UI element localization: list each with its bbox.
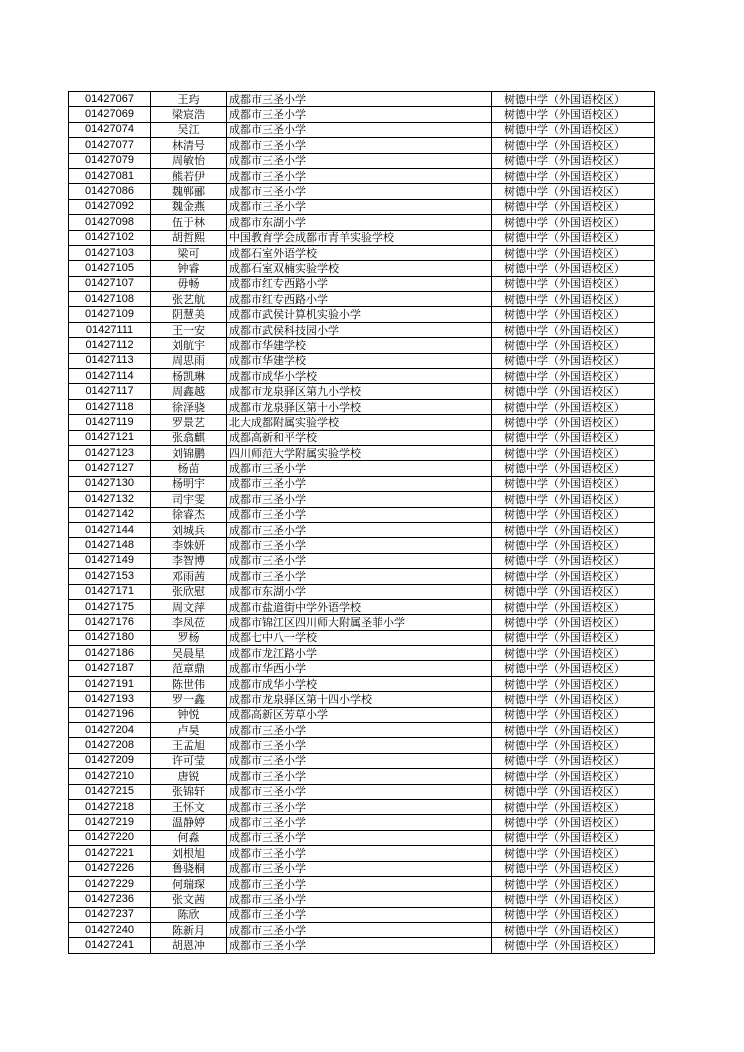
primary-school-cell: 成都市武侯计算机实验小学 xyxy=(227,307,492,322)
primary-school-cell: 成都市红专西路小学 xyxy=(227,292,492,307)
student-name-cell: 徐睿杰 xyxy=(151,507,227,522)
table-row xyxy=(69,599,655,614)
admitted-school-cell: 树德中学（外国语校区） xyxy=(492,799,655,814)
student-name-cell: 吴晨星 xyxy=(151,646,227,661)
student-id-cell: 01427067 xyxy=(69,92,151,107)
student-name-cell: 杨明宇 xyxy=(151,476,227,491)
student-name-cell: 陈世伟 xyxy=(151,676,227,691)
table-row xyxy=(69,230,655,245)
student-name-cell: 胡恩冲 xyxy=(151,938,227,953)
student-name-cell: 司宇雯 xyxy=(151,492,227,507)
student-name-cell: 李凤莅 xyxy=(151,615,227,630)
student-id-cell: 01427130 xyxy=(69,476,151,491)
primary-school-cell: 成都市三圣小学 xyxy=(227,569,492,584)
table-row xyxy=(69,107,655,122)
table-row xyxy=(69,753,655,768)
table-row xyxy=(69,938,655,953)
primary-school-cell: 成都市三圣小学 xyxy=(227,122,492,137)
admitted-school-cell: 树德中学（外国语校区） xyxy=(492,122,655,137)
student-id-cell: 01427241 xyxy=(69,938,151,953)
student-name-cell: 鲁骁桐 xyxy=(151,861,227,876)
student-id-cell: 01427119 xyxy=(69,415,151,430)
table-row xyxy=(69,399,655,414)
student-name-cell: 罗一鑫 xyxy=(151,692,227,707)
student-name-cell: 张翕麒 xyxy=(151,430,227,445)
table-row xyxy=(69,584,655,599)
student-id-cell: 01427171 xyxy=(69,584,151,599)
primary-school-cell: 成都市三圣小学 xyxy=(227,876,492,891)
admitted-school-cell: 树德中学（外国语校区） xyxy=(492,153,655,168)
primary-school-cell: 北大成都附属实验学校 xyxy=(227,415,492,430)
student-name-cell: 王一安 xyxy=(151,322,227,337)
student-name-cell: 许可莹 xyxy=(151,753,227,768)
student-id-cell: 01427111 xyxy=(69,322,151,337)
student-name-cell: 熊若伊 xyxy=(151,168,227,183)
admitted-school-cell: 树德中学（外国语校区） xyxy=(492,769,655,784)
table-row xyxy=(69,615,655,630)
admitted-school-cell: 树德中学（外国语校区） xyxy=(492,384,655,399)
primary-school-cell: 成都市三圣小学 xyxy=(227,184,492,199)
table-row xyxy=(69,122,655,137)
student-name-cell: 周敏怡 xyxy=(151,153,227,168)
table-row xyxy=(69,876,655,891)
student-id-cell: 01427121 xyxy=(69,430,151,445)
table-row xyxy=(69,430,655,445)
student-name-cell: 徐泽骁 xyxy=(151,399,227,414)
admitted-school-cell: 树德中学（外国语校区） xyxy=(492,707,655,722)
student-name-cell: 杨凯琳 xyxy=(151,369,227,384)
student-id-cell: 01427153 xyxy=(69,569,151,584)
student-id-cell: 01427112 xyxy=(69,338,151,353)
admitted-school-cell: 树德中学（外国语校区） xyxy=(492,569,655,584)
table-row xyxy=(69,261,655,276)
admitted-school-cell: 树德中学（外国语校区） xyxy=(492,907,655,922)
table-row xyxy=(69,322,655,337)
primary-school-cell: 成都高新区芳草小学 xyxy=(227,707,492,722)
student-name-cell: 陈新月 xyxy=(151,923,227,938)
primary-school-cell: 成都市三圣小学 xyxy=(227,938,492,953)
table-row xyxy=(69,784,655,799)
student-id-cell: 01427240 xyxy=(69,923,151,938)
table-row xyxy=(69,199,655,214)
student-name-cell: 刘根旭 xyxy=(151,846,227,861)
admitted-school-cell: 树德中学（外国语校区） xyxy=(492,92,655,107)
student-name-cell: 何淼 xyxy=(151,830,227,845)
primary-school-cell: 成都石室双楠实验学校 xyxy=(227,261,492,276)
student-id-cell: 01427196 xyxy=(69,707,151,722)
student-id-cell: 01427074 xyxy=(69,122,151,137)
table-row xyxy=(69,292,655,307)
student-name-cell: 张艺航 xyxy=(151,292,227,307)
admitted-school-cell: 树德中学（外国语校区） xyxy=(492,723,655,738)
admitted-school-cell: 树德中学（外国语校区） xyxy=(492,399,655,414)
student-id-cell: 01427105 xyxy=(69,261,151,276)
table-row xyxy=(69,492,655,507)
student-name-cell: 罗景艺 xyxy=(151,415,227,430)
admitted-school-cell: 树德中学（外国语校区） xyxy=(492,892,655,907)
student-id-cell: 01427144 xyxy=(69,522,151,537)
student-name-cell: 胡哲熙 xyxy=(151,230,227,245)
student-id-cell: 01427236 xyxy=(69,892,151,907)
primary-school-cell: 成都市三圣小学 xyxy=(227,461,492,476)
table-row xyxy=(69,830,655,845)
admitted-school-cell: 树德中学（外国语校区） xyxy=(492,215,655,230)
primary-school-cell: 成都市华建学校 xyxy=(227,338,492,353)
table-row xyxy=(69,522,655,537)
admitted-school-cell: 树德中学（外国语校区） xyxy=(492,753,655,768)
student-name-cell: 周文萍 xyxy=(151,599,227,614)
student-id-cell: 01427148 xyxy=(69,538,151,553)
student-id-cell: 01427219 xyxy=(69,815,151,830)
table-row xyxy=(69,338,655,353)
student-name-cell: 张锦轩 xyxy=(151,784,227,799)
admitted-school-cell: 树德中学（外国语校区） xyxy=(492,522,655,537)
admitted-school-cell: 树德中学（外国语校区） xyxy=(492,630,655,645)
student-id-cell: 01427132 xyxy=(69,492,151,507)
admitted-school-cell: 树德中学（外国语校区） xyxy=(492,230,655,245)
table-row xyxy=(69,692,655,707)
admitted-school-cell: 树德中学（外国语校区） xyxy=(492,369,655,384)
student-id-cell: 01427208 xyxy=(69,738,151,753)
student-name-cell: 王玙 xyxy=(151,92,227,107)
table-row xyxy=(69,799,655,814)
table-row xyxy=(69,276,655,291)
student-id-cell: 01427077 xyxy=(69,138,151,153)
admitted-school-cell: 树德中学（外国语校区） xyxy=(492,815,655,830)
student-id-cell: 01427069 xyxy=(69,107,151,122)
student-name-cell: 周鑫越 xyxy=(151,384,227,399)
admitted-school-cell: 树德中学（外国语校区） xyxy=(492,876,655,891)
student-id-cell: 01427086 xyxy=(69,184,151,199)
student-id-cell: 01427092 xyxy=(69,199,151,214)
primary-school-cell: 成都市三圣小学 xyxy=(227,892,492,907)
student-name-cell: 吴江 xyxy=(151,122,227,137)
table-row xyxy=(69,184,655,199)
student-name-cell: 李智博 xyxy=(151,553,227,568)
admitted-school-cell: 树德中学（外国语校区） xyxy=(492,584,655,599)
student-name-cell: 陈欣 xyxy=(151,907,227,922)
table-row xyxy=(69,553,655,568)
student-id-cell: 01427123 xyxy=(69,445,151,460)
primary-school-cell: 成都市东湖小学 xyxy=(227,584,492,599)
table-row xyxy=(69,353,655,368)
primary-school-cell: 成都市成华小学校 xyxy=(227,369,492,384)
student-name-cell: 罗杨 xyxy=(151,630,227,645)
student-name-cell: 刘航宇 xyxy=(151,338,227,353)
student-id-cell: 01427175 xyxy=(69,599,151,614)
student-name-cell: 林清号 xyxy=(151,138,227,153)
table-row xyxy=(69,630,655,645)
admitted-school-cell: 树德中学（外国语校区） xyxy=(492,861,655,876)
admitted-school-cell: 树德中学（外国语校区） xyxy=(492,307,655,322)
admitted-school-cell: 树德中学（外国语校区） xyxy=(492,445,655,460)
primary-school-cell: 成都市三圣小学 xyxy=(227,923,492,938)
student-id-cell: 01427114 xyxy=(69,369,151,384)
admitted-school-cell: 树德中学（外国语校区） xyxy=(492,738,655,753)
student-name-cell: 梁宸浩 xyxy=(151,107,227,122)
primary-school-cell: 四川师范大学附属实验学校 xyxy=(227,445,492,460)
admitted-school-cell: 树德中学（外国语校区） xyxy=(492,292,655,307)
primary-school-cell: 成都市三圣小学 xyxy=(227,153,492,168)
table-row xyxy=(69,892,655,907)
primary-school-cell: 中国教育学会成都市青羊实验学校 xyxy=(227,230,492,245)
student-id-cell: 01427107 xyxy=(69,276,151,291)
table-row xyxy=(69,661,655,676)
table-row xyxy=(69,215,655,230)
admission-list-table xyxy=(68,91,655,954)
student-name-cell: 刘城兵 xyxy=(151,522,227,537)
student-id-cell: 01427180 xyxy=(69,630,151,645)
student-id-cell: 01427210 xyxy=(69,769,151,784)
student-id-cell: 01427149 xyxy=(69,553,151,568)
student-name-cell: 温静婷 xyxy=(151,815,227,830)
admitted-school-cell: 树德中学（外国语校区） xyxy=(492,415,655,430)
primary-school-cell: 成都市三圣小学 xyxy=(227,738,492,753)
table-row xyxy=(69,923,655,938)
student-name-cell: 伍于林 xyxy=(151,215,227,230)
student-id-cell: 01427226 xyxy=(69,861,151,876)
admitted-school-cell: 树德中学（外国语校区） xyxy=(492,692,655,707)
table-body xyxy=(69,92,655,954)
student-id-cell: 01427191 xyxy=(69,676,151,691)
primary-school-cell: 成都市三圣小学 xyxy=(227,522,492,537)
table-row xyxy=(69,769,655,784)
primary-school-cell: 成都石室外语学校 xyxy=(227,245,492,260)
table-row xyxy=(69,846,655,861)
student-id-cell: 01427142 xyxy=(69,507,151,522)
admitted-school-cell: 树德中学（外国语校区） xyxy=(492,353,655,368)
table-row xyxy=(69,307,655,322)
table-row xyxy=(69,476,655,491)
table-row xyxy=(69,153,655,168)
primary-school-cell: 成都市三圣小学 xyxy=(227,507,492,522)
student-name-cell: 何瑞琛 xyxy=(151,876,227,891)
student-name-cell: 王怀文 xyxy=(151,799,227,814)
admitted-school-cell: 树德中学（外国语校区） xyxy=(492,830,655,845)
admitted-school-cell: 树德中学（外国语校区） xyxy=(492,338,655,353)
admitted-school-cell: 树德中学（外国语校区） xyxy=(492,322,655,337)
student-name-cell: 钟悦 xyxy=(151,707,227,722)
student-id-cell: 01427117 xyxy=(69,384,151,399)
admitted-school-cell: 树德中学（外国语校区） xyxy=(492,676,655,691)
student-name-cell: 钟睿 xyxy=(151,261,227,276)
student-id-cell: 01427079 xyxy=(69,153,151,168)
student-id-cell: 01427187 xyxy=(69,661,151,676)
table-row xyxy=(69,92,655,107)
table-row xyxy=(69,415,655,430)
student-id-cell: 01427229 xyxy=(69,876,151,891)
student-name-cell: 杨苗 xyxy=(151,461,227,476)
student-id-cell: 01427221 xyxy=(69,846,151,861)
student-name-cell: 范章鼎 xyxy=(151,661,227,676)
primary-school-cell: 成都市三圣小学 xyxy=(227,907,492,922)
student-id-cell: 01427102 xyxy=(69,230,151,245)
admitted-school-cell: 树德中学（外国语校区） xyxy=(492,661,655,676)
table-row xyxy=(69,707,655,722)
admitted-school-cell: 树德中学（外国语校区） xyxy=(492,276,655,291)
student-id-cell: 01427209 xyxy=(69,753,151,768)
student-name-cell: 张欣慰 xyxy=(151,584,227,599)
table-row xyxy=(69,907,655,922)
table-row xyxy=(69,676,655,691)
admitted-school-cell: 树德中学（外国语校区） xyxy=(492,553,655,568)
primary-school-cell: 成都市三圣小学 xyxy=(227,723,492,738)
admitted-school-cell: 树德中学（外国语校区） xyxy=(492,923,655,938)
primary-school-cell: 成都市三圣小学 xyxy=(227,769,492,784)
primary-school-cell: 成都市三圣小学 xyxy=(227,553,492,568)
admitted-school-cell: 树德中学（外国语校区） xyxy=(492,938,655,953)
primary-school-cell: 成都七中八一学校 xyxy=(227,630,492,645)
student-id-cell: 01427127 xyxy=(69,461,151,476)
primary-school-cell: 成都市龙江路小学 xyxy=(227,646,492,661)
table-row xyxy=(69,723,655,738)
primary-school-cell: 成都市红专西路小学 xyxy=(227,276,492,291)
student-id-cell: 01427218 xyxy=(69,799,151,814)
primary-school-cell: 成都市武侯科技园小学 xyxy=(227,322,492,337)
student-id-cell: 01427098 xyxy=(69,215,151,230)
student-name-cell: 卢昊 xyxy=(151,723,227,738)
primary-school-cell: 成都市龙泉驿区第九小学校 xyxy=(227,384,492,399)
student-name-cell: 毋畅 xyxy=(151,276,227,291)
student-name-cell: 王孟旭 xyxy=(151,738,227,753)
primary-school-cell: 成都市东湖小学 xyxy=(227,215,492,230)
admitted-school-cell: 树德中学（外国语校区） xyxy=(492,646,655,661)
primary-school-cell: 成都市三圣小学 xyxy=(227,92,492,107)
primary-school-cell: 成都市三圣小学 xyxy=(227,830,492,845)
table-row xyxy=(69,445,655,460)
admitted-school-cell: 树德中学（外国语校区） xyxy=(492,245,655,260)
primary-school-cell: 成都市三圣小学 xyxy=(227,799,492,814)
primary-school-cell: 成都市三圣小学 xyxy=(227,107,492,122)
student-name-cell: 梁可 xyxy=(151,245,227,260)
admitted-school-cell: 树德中学（外国语校区） xyxy=(492,261,655,276)
student-id-cell: 01427215 xyxy=(69,784,151,799)
admitted-school-cell: 树德中学（外国语校区） xyxy=(492,138,655,153)
admitted-school-cell: 树德中学（外国语校区） xyxy=(492,507,655,522)
student-id-cell: 01427113 xyxy=(69,353,151,368)
student-id-cell: 01427118 xyxy=(69,399,151,414)
table-row xyxy=(69,507,655,522)
primary-school-cell: 成都市锦江区四川师大附属圣菲小学 xyxy=(227,615,492,630)
student-id-cell: 01427204 xyxy=(69,723,151,738)
student-name-cell: 唐锐 xyxy=(151,769,227,784)
table-row xyxy=(69,138,655,153)
student-id-cell: 01427193 xyxy=(69,692,151,707)
primary-school-cell: 成都市三圣小学 xyxy=(227,753,492,768)
admitted-school-cell: 树德中学（外国语校区） xyxy=(492,784,655,799)
admitted-school-cell: 树德中学（外国语校区） xyxy=(492,430,655,445)
primary-school-cell: 成都市龙泉驿区第十小学校 xyxy=(227,399,492,414)
admitted-school-cell: 树德中学（外国语校区） xyxy=(492,492,655,507)
admitted-school-cell: 树德中学（外国语校区） xyxy=(492,846,655,861)
student-name-cell: 魏金燕 xyxy=(151,199,227,214)
admitted-school-cell: 树德中学（外国语校区） xyxy=(492,599,655,614)
student-name-cell: 邓雨茜 xyxy=(151,569,227,584)
table-row xyxy=(69,738,655,753)
primary-school-cell: 成都市三圣小学 xyxy=(227,861,492,876)
student-id-cell: 01427103 xyxy=(69,245,151,260)
primary-school-cell: 成都高新和平学校 xyxy=(227,430,492,445)
admitted-school-cell: 树德中学（外国语校区） xyxy=(492,461,655,476)
student-name-cell: 李姝妍 xyxy=(151,538,227,553)
primary-school-cell: 成都市盐道街中学外语学校 xyxy=(227,599,492,614)
primary-school-cell: 成都市成华小学校 xyxy=(227,676,492,691)
student-id-cell: 01427237 xyxy=(69,907,151,922)
primary-school-cell: 成都市龙泉驿区第十四小学校 xyxy=(227,692,492,707)
table-row xyxy=(69,245,655,260)
table-row xyxy=(69,861,655,876)
primary-school-cell: 成都市三圣小学 xyxy=(227,815,492,830)
admitted-school-cell: 树德中学（外国语校区） xyxy=(492,615,655,630)
table-row xyxy=(69,815,655,830)
student-id-cell: 01427109 xyxy=(69,307,151,322)
primary-school-cell: 成都市三圣小学 xyxy=(227,168,492,183)
student-name-cell: 周思雨 xyxy=(151,353,227,368)
table-row xyxy=(69,369,655,384)
table-row xyxy=(69,569,655,584)
primary-school-cell: 成都市三圣小学 xyxy=(227,138,492,153)
admitted-school-cell: 树德中学（外国语校区） xyxy=(492,168,655,183)
admitted-school-cell: 树德中学（外国语校区） xyxy=(492,199,655,214)
primary-school-cell: 成都市三圣小学 xyxy=(227,492,492,507)
student-id-cell: 01427108 xyxy=(69,292,151,307)
primary-school-cell: 成都市三圣小学 xyxy=(227,784,492,799)
table-row xyxy=(69,538,655,553)
admitted-school-cell: 树德中学（外国语校区） xyxy=(492,476,655,491)
admitted-school-cell: 树德中学（外国语校区） xyxy=(492,538,655,553)
student-id-cell: 01427220 xyxy=(69,830,151,845)
table-row xyxy=(69,646,655,661)
table-row xyxy=(69,384,655,399)
table-row xyxy=(69,461,655,476)
student-name-cell: 魏郸郦 xyxy=(151,184,227,199)
admitted-school-cell: 树德中学（外国语校区） xyxy=(492,184,655,199)
student-id-cell: 01427186 xyxy=(69,646,151,661)
table-row xyxy=(69,168,655,183)
primary-school-cell: 成都市华建学校 xyxy=(227,353,492,368)
primary-school-cell: 成都市三圣小学 xyxy=(227,538,492,553)
student-id-cell: 01427081 xyxy=(69,168,151,183)
student-id-cell: 01427176 xyxy=(69,615,151,630)
student-name-cell: 刘锦鹏 xyxy=(151,445,227,460)
primary-school-cell: 成都市三圣小学 xyxy=(227,476,492,491)
primary-school-cell: 成都市三圣小学 xyxy=(227,846,492,861)
admitted-school-cell: 树德中学（外国语校区） xyxy=(492,107,655,122)
primary-school-cell: 成都市华西小学 xyxy=(227,661,492,676)
student-name-cell: 张文茜 xyxy=(151,892,227,907)
student-name-cell: 阴慧美 xyxy=(151,307,227,322)
primary-school-cell: 成都市三圣小学 xyxy=(227,199,492,214)
